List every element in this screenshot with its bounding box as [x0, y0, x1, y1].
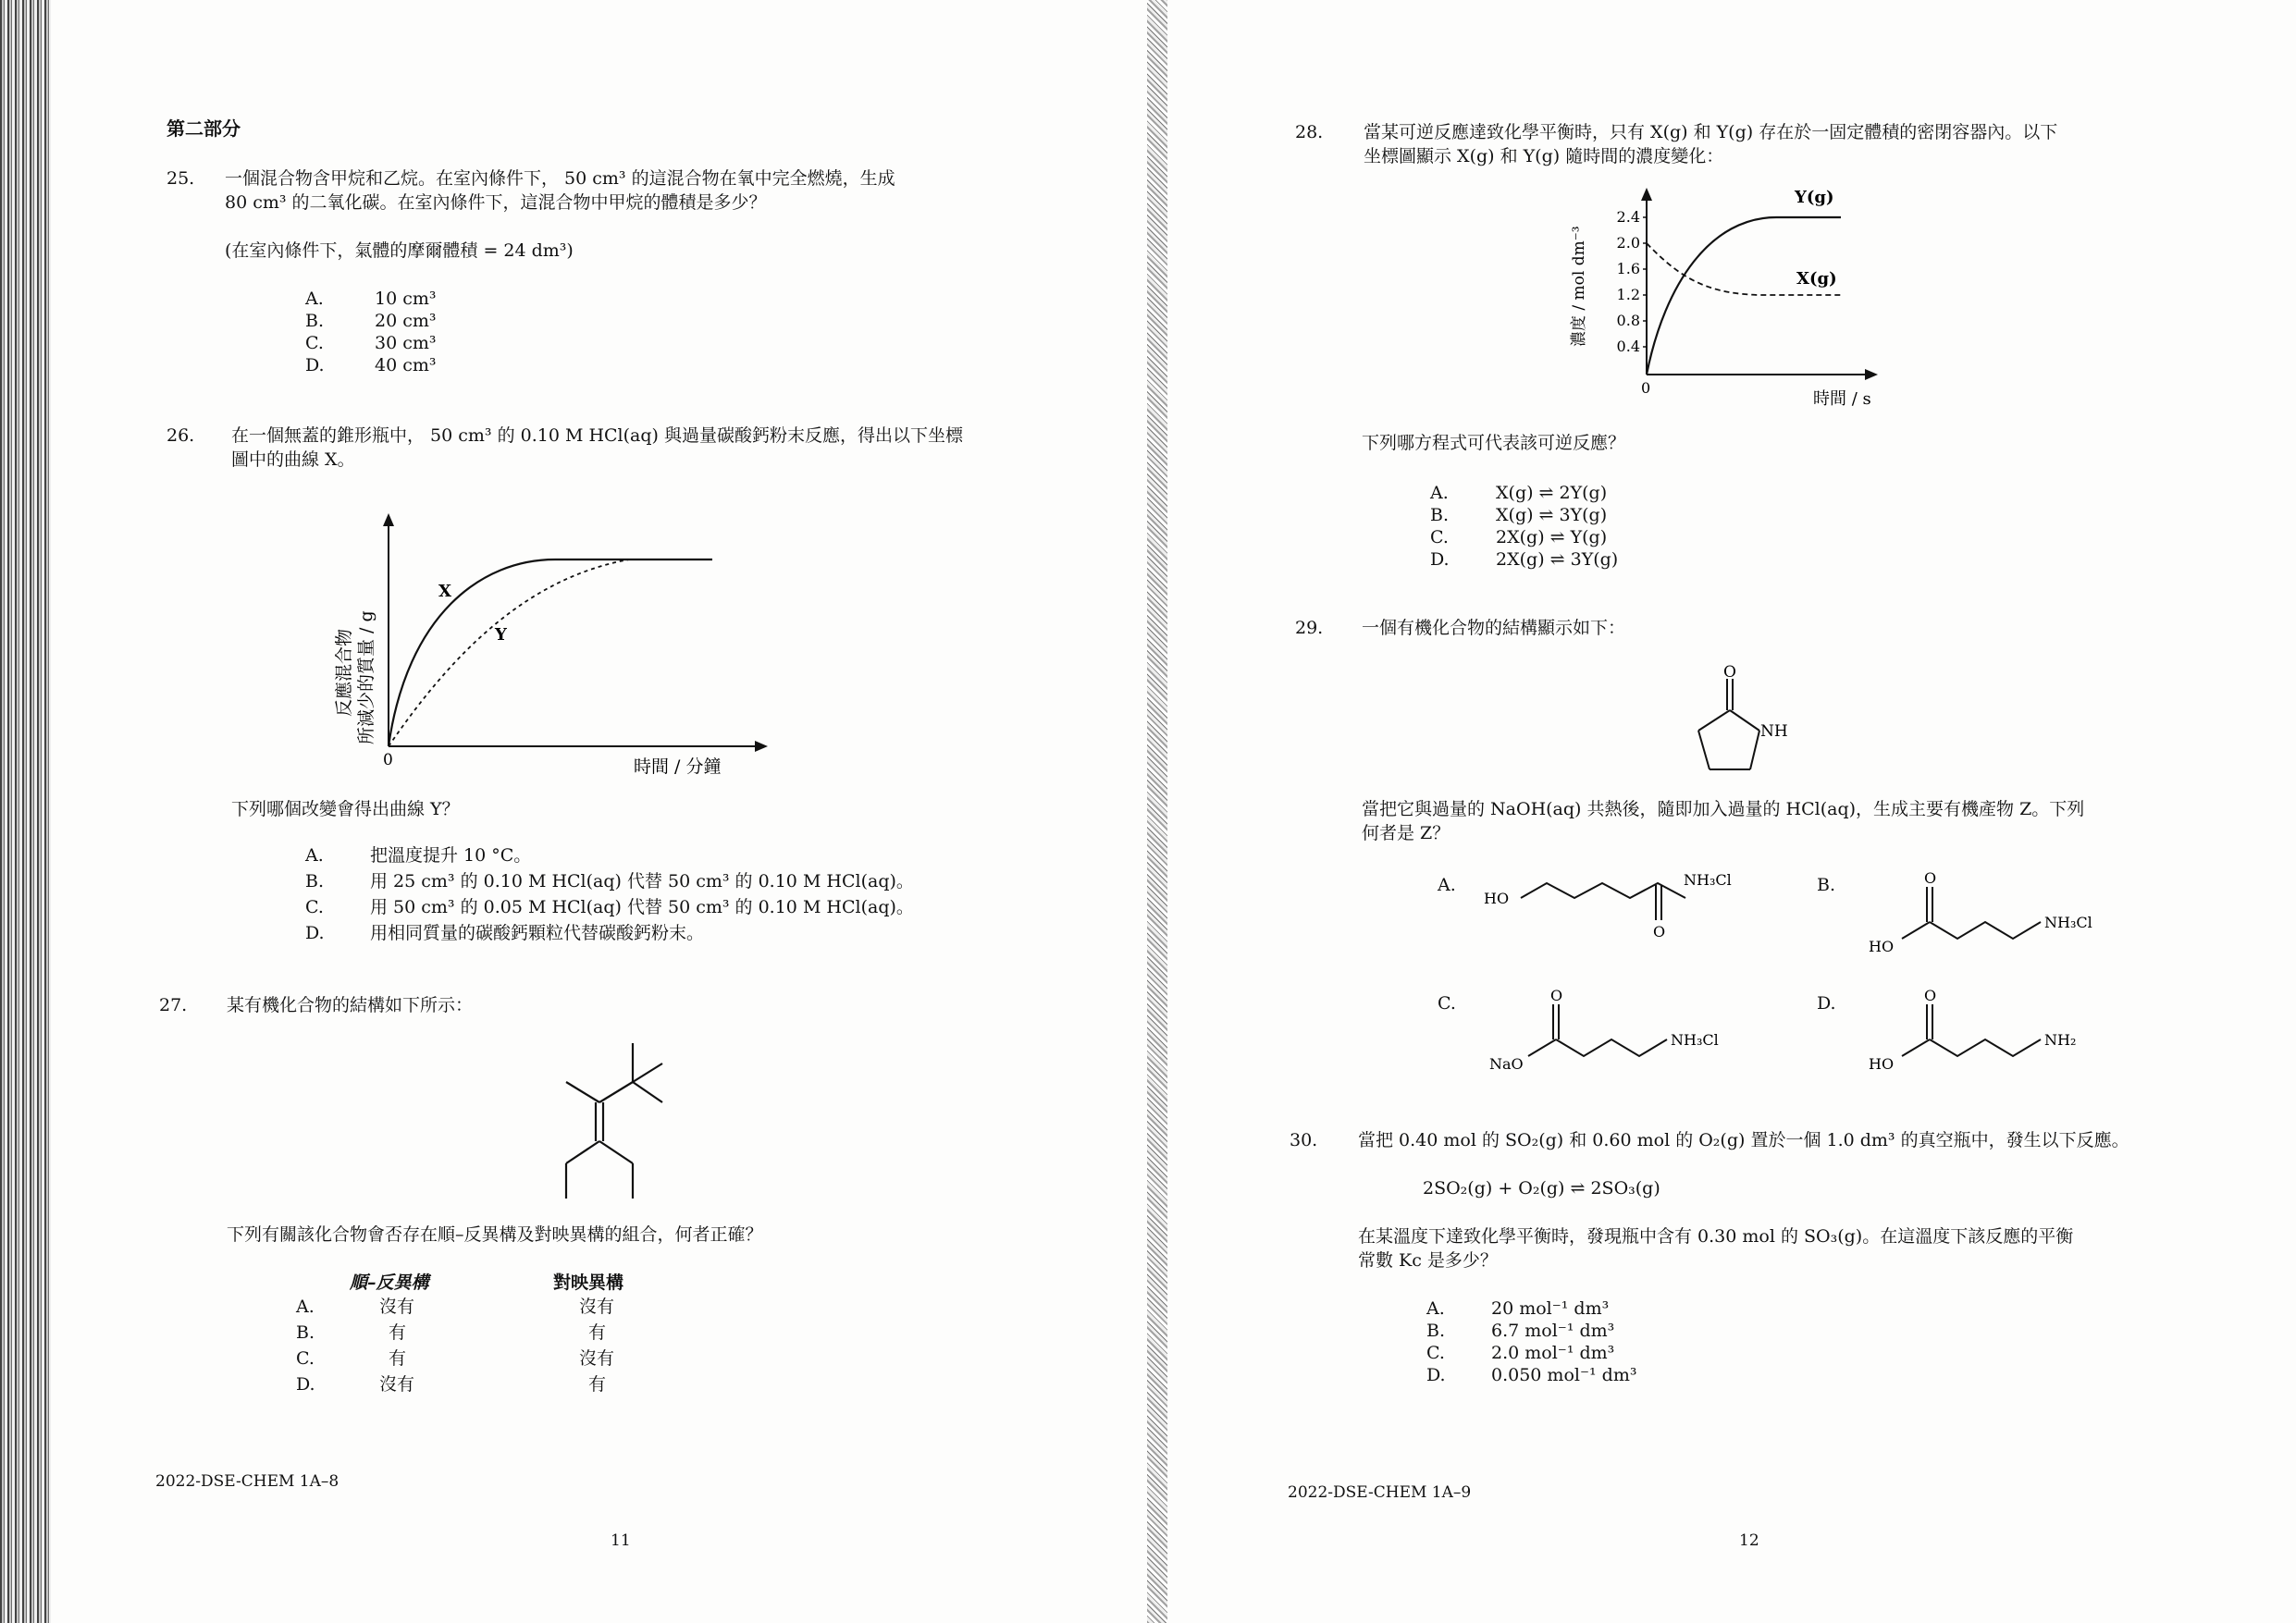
option-text: 10 cm³	[375, 289, 437, 309]
group-label: O	[1653, 923, 1666, 941]
tick-label: 2.4	[1616, 208, 1640, 226]
x-axis-label: 時間 / 分鐘	[634, 756, 722, 777]
curve-y-label: Y	[495, 625, 507, 645]
page-number: 12	[1739, 1531, 1759, 1550]
option-letter: B.	[305, 311, 325, 331]
x-axis-arrow	[755, 741, 768, 752]
reaction-mass-graph	[315, 504, 796, 791]
option-letter: C.	[1430, 527, 1449, 547]
question-number: 28.	[1295, 122, 1324, 142]
option-letter: B.	[1426, 1321, 1446, 1341]
option-b-structure	[1861, 865, 2139, 966]
group-label: NaO	[1489, 1055, 1524, 1073]
group-label: NH₃Cl	[1671, 1031, 1719, 1049]
option-text: X(g) ⇌ 2Y(g)	[1496, 483, 1608, 503]
y-axis-label: 所減少的質量 / g	[356, 610, 376, 744]
table-header: 對映異構	[553, 1273, 624, 1293]
x-axis-label: 時間 / s	[1813, 389, 1871, 409]
question-text: 一個混合物含甲烷和乙烷。在室內條件下， 50 cm³ 的這混合物在氧中完全燃燒，生成	[225, 168, 895, 189]
group-label: HO	[1484, 890, 1510, 907]
option-text: 40 cm³	[375, 355, 437, 375]
concentration-graph	[1554, 180, 1906, 421]
question-text: 在某溫度下達致化學平衡時，發現瓶中含有 0.30 mol 的 SO₃(g)。在這溫度下該反應的平衡	[1358, 1226, 2074, 1247]
question-note: (在室內條件下，氣體的摩爾體積 = 24 dm³)	[225, 240, 574, 261]
table-cell: 沒有	[379, 1374, 415, 1395]
option-text: 用 25 cm³ 的 0.10 M HCl(aq) 代替 50 cm³ 的 0.10 M HCl(aq)。	[370, 871, 914, 891]
question-text: 下列哪方程式可代表該可逆反應？	[1362, 433, 1626, 453]
option-letter: A.	[1426, 1298, 1445, 1319]
option-text: 20 mol⁻¹ dm³	[1491, 1298, 1610, 1319]
option-letter: B.	[296, 1322, 315, 1343]
group-label: O	[1924, 869, 1937, 887]
option-text: 6.7 mol⁻¹ dm³	[1491, 1321, 1615, 1341]
option-text: X(g) ⇌ 3Y(g)	[1496, 505, 1608, 525]
tick-label: 2.0	[1616, 234, 1640, 252]
option-text: 把溫度提升 10 °C。	[370, 845, 532, 866]
reaction-equation: 2SO₂(g) + O₂(g) ⇌ 2SO₃(g)	[1423, 1178, 1660, 1199]
tick-label: 0.4	[1616, 338, 1640, 355]
table-cell: 沒有	[579, 1297, 615, 1317]
question-text: 坐標圖顯示 X(g) 和 Y(g) 隨時間的濃度變化：	[1364, 146, 1724, 166]
option-letter: C.	[1438, 993, 1456, 1014]
group-label: NH₂	[2044, 1031, 2077, 1049]
option-letter: D.	[1426, 1365, 1446, 1385]
question-text: 下列有關該化合物會否存在順–反異構及對映異構的組合，何者正確？	[227, 1224, 763, 1245]
question-text: 常數 Kc 是多少？	[1358, 1250, 1498, 1271]
question-number: 25.	[167, 168, 195, 189]
option-a-structure	[1482, 865, 1759, 948]
option-letter: B.	[1817, 875, 1836, 895]
group-label: HO	[1869, 938, 1895, 955]
option-text: 0.050 mol⁻¹ dm³	[1491, 1365, 1637, 1385]
option-letter: B.	[305, 871, 325, 891]
option-letter: A.	[296, 1297, 315, 1317]
pyrrolidinone-structure	[1676, 657, 1824, 786]
y-axis-arrow	[383, 513, 394, 526]
option-c-structure	[1482, 980, 1759, 1082]
table-cell: 有	[389, 1322, 407, 1343]
table-cell: 有	[389, 1348, 407, 1369]
page-edge-shadow	[0, 0, 51, 1623]
footer-code: 2022-DSE-CHEM 1A–8	[155, 1472, 339, 1491]
question-text: 一個有機化合物的結構顯示如下：	[1362, 618, 1626, 638]
option-d-structure	[1861, 980, 2139, 1082]
option-text: 用相同質量的碳酸鈣顆粒代替碳酸鈣粉末。	[370, 923, 705, 943]
group-label: NH₃Cl	[2044, 914, 2092, 931]
option-letter: C.	[305, 897, 324, 917]
option-text: 20 cm³	[375, 311, 437, 331]
table-header: 順–反異構	[350, 1273, 429, 1293]
table-cell: 沒有	[579, 1348, 615, 1369]
option-letter: A.	[1430, 483, 1449, 503]
curve-x-label: X(g)	[1796, 269, 1837, 289]
question-text: 下列哪個改變會得出曲線 Y？	[231, 799, 460, 819]
alkene-structure	[546, 1027, 685, 1202]
question-text: 當把它與過量的 NaOH(aq) 共熱後，隨即加入過量的 HCl(aq)，生成主要有機產物 Z。下列	[1362, 799, 2085, 819]
y-axis-arrow	[1641, 188, 1652, 201]
option-text: 30 cm³	[375, 333, 437, 353]
section-title: 第二部分	[167, 117, 241, 140]
question-text: 當某可逆反應達致化學平衡時，只有 X(g) 和 Y(g) 存在於一固定體積的密閉容器內。以下	[1364, 122, 2058, 142]
option-letter: D.	[305, 355, 325, 375]
curve-x-label: X	[438, 582, 451, 601]
question-number: 30.	[1290, 1130, 1318, 1150]
option-text: 2X(g) ⇌ 3Y(g)	[1496, 549, 1619, 570]
question-text: 圖中的曲線 X。	[231, 449, 355, 470]
question-number: 29.	[1295, 618, 1324, 638]
option-text: 用 50 cm³ 的 0.05 M HCl(aq) 代替 50 cm³ 的 0.10 M HCl(aq)。	[370, 897, 914, 917]
curve-x	[389, 559, 712, 746]
question-text: 80 cm³ 的二氧化碳。在室內條件下，這混合物中甲烷的體積是多少？	[225, 192, 767, 213]
option-letter: C.	[1426, 1343, 1445, 1363]
option-letter: A.	[305, 289, 324, 309]
group-label: O	[1550, 987, 1563, 1004]
option-letter: A.	[1438, 875, 1456, 895]
tick-label: 0.8	[1616, 312, 1640, 329]
curve-y-label: Y(g)	[1795, 188, 1834, 207]
option-letter: B.	[1430, 505, 1450, 525]
option-letter: C.	[305, 333, 324, 353]
question-text: 某有機化合物的結構如下所示：	[227, 995, 474, 1015]
option-letter: C.	[296, 1348, 315, 1369]
option-letter: D.	[305, 923, 325, 943]
left-page	[0, 0, 1147, 1623]
option-text: 2.0 mol⁻¹ dm³	[1491, 1343, 1615, 1363]
option-letter: A.	[305, 845, 324, 866]
table-cell: 沒有	[379, 1297, 415, 1317]
question-text: 何者是 Z？	[1362, 823, 1450, 843]
curve-y-concentration	[1647, 217, 1841, 375]
question-text: 當把 0.40 mol 的 SO₂(g) 和 0.60 mol 的 O₂(g) 置於一個 1.0 dm³ 的真空瓶中，發生以下反應。	[1358, 1130, 2129, 1150]
question-number: 27.	[159, 995, 188, 1015]
y-axis-label: 反應混合物	[334, 628, 354, 717]
option-letter: D.	[1430, 549, 1450, 570]
option-letter: D.	[296, 1374, 315, 1395]
group-label: O	[1924, 987, 1937, 1004]
group-label: HO	[1869, 1055, 1895, 1073]
footer-code: 2022-DSE-CHEM 1A–9	[1288, 1483, 1472, 1502]
group-label: NH₃Cl	[1684, 871, 1732, 889]
page-number: 11	[611, 1531, 631, 1550]
option-letter: D.	[1817, 993, 1836, 1014]
table-cell: 有	[588, 1374, 607, 1395]
oxygen-label: O	[1723, 663, 1736, 682]
option-text: 2X(g) ⇌ Y(g)	[1496, 527, 1608, 547]
origin-label: 0	[383, 751, 393, 769]
tick-label: 1.2	[1616, 286, 1640, 303]
origin-label: 0	[1641, 379, 1651, 397]
question-number: 26.	[167, 425, 195, 446]
question-text: 在一個無蓋的錐形瓶中， 50 cm³ 的 0.10 M HCl(aq) 與過量碳酸鈣粉末反應，得出以下坐標	[231, 425, 963, 446]
x-axis-arrow	[1865, 369, 1878, 380]
tick-label: 1.6	[1616, 260, 1640, 277]
table-cell: 有	[588, 1322, 607, 1343]
nh-label: NH	[1760, 722, 1788, 741]
curve-y	[389, 559, 629, 746]
right-page	[1167, 0, 2296, 1623]
y-axis-label: 濃度 / mol dm⁻³	[1570, 226, 1588, 347]
